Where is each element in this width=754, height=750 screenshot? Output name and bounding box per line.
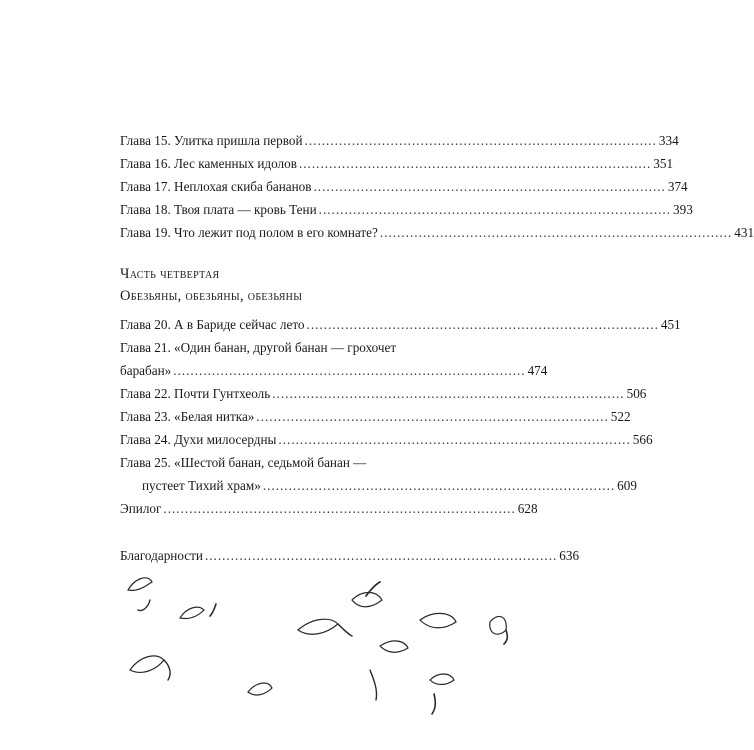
leaf-icon bbox=[180, 607, 204, 618]
toc-page: 431 bbox=[734, 225, 754, 240]
leader-dots: .................................................................................. bbox=[379, 225, 733, 240]
toc-page: 451 bbox=[660, 317, 681, 332]
falling-leaves-illustration bbox=[0, 560, 600, 750]
toc-entry-ch23 bbox=[120, 405, 631, 428]
toc-entry-ch21 bbox=[120, 336, 548, 382]
leader-dots: .................................................................................. bbox=[163, 501, 516, 516]
toc-title-line2: пустеет Тихий храм» bbox=[142, 478, 261, 493]
toc-entry-ch24 bbox=[120, 428, 653, 451]
leaf-icon bbox=[370, 670, 377, 700]
toc-entry-ch19 bbox=[120, 221, 754, 244]
toc-entry-ch17 bbox=[120, 175, 688, 198]
toc-title: Глава 17. Неплохая скиба бананов bbox=[120, 179, 312, 194]
part-label: Часть четвертая bbox=[120, 266, 220, 282]
toc-title: Глава 19. Что лежит под полом в его комнате? bbox=[120, 225, 378, 240]
leaf-icon bbox=[430, 674, 454, 685]
leaf-icon bbox=[380, 641, 408, 652]
leader-dots: .................................................................................. bbox=[313, 179, 666, 194]
toc-title: Глава 24. Духи милосердны bbox=[120, 432, 277, 447]
leader-dots: .................................................................................. bbox=[306, 317, 659, 332]
toc-title: Глава 20. А в Бариде сейчас лето bbox=[120, 317, 305, 332]
leaf-icon bbox=[210, 604, 216, 616]
toc-page: 609 bbox=[617, 478, 637, 493]
toc-title: Глава 18. Твоя плата — кровь Тени bbox=[120, 202, 317, 217]
leader-dots: .................................................................................. bbox=[318, 202, 671, 217]
leader-dots: .................................................................................. bbox=[173, 363, 526, 378]
toc-entry-ch22 bbox=[120, 382, 647, 405]
toc-page: 522 bbox=[610, 409, 631, 424]
part-title: Обезьяны, обезьяны, обезьяны bbox=[120, 288, 303, 304]
leaf-icon bbox=[164, 660, 170, 680]
leader-dots: .................................................................................. bbox=[204, 548, 558, 563]
leaf-icon bbox=[248, 683, 272, 695]
toc-page: 506 bbox=[626, 386, 647, 401]
leader-dots: .................................................................................. bbox=[304, 133, 657, 148]
leader-dots: .................................................................................. bbox=[272, 386, 625, 401]
toc-entry-ch15 bbox=[120, 129, 679, 152]
leaf-icon bbox=[490, 616, 507, 634]
leaf-icon bbox=[420, 613, 456, 627]
leader-dots: .................................................................................. bbox=[298, 156, 652, 171]
toc-page: 636 bbox=[559, 548, 580, 563]
toc-entry-epilogue bbox=[120, 497, 538, 520]
toc-title: Эпилог bbox=[120, 501, 162, 516]
toc-page: 374 bbox=[667, 179, 688, 194]
leaf-icon bbox=[338, 624, 352, 636]
toc-title: Глава 15. Улитка пришла первой bbox=[120, 133, 303, 148]
table-of-contents bbox=[120, 129, 754, 567]
part-heading bbox=[120, 263, 485, 307]
toc-page: 334 bbox=[658, 133, 679, 148]
toc-page: 474 bbox=[527, 363, 548, 378]
leaf-icon bbox=[298, 619, 338, 634]
toc-title: Глава 23. «Белая нитка» bbox=[120, 409, 255, 424]
toc-page: 628 bbox=[517, 501, 538, 516]
leaf-icon bbox=[138, 600, 150, 611]
toc-title-line1: Глава 21. «Один банан, другой банан — грохочет bbox=[120, 340, 397, 355]
toc-page: 351 bbox=[653, 156, 674, 171]
leaf-icon bbox=[130, 656, 164, 672]
toc-title: Глава 16. Лес каменных идолов bbox=[120, 156, 297, 171]
toc-entry-ch25 bbox=[120, 451, 637, 497]
leader-dots: .................................................................................. bbox=[262, 478, 616, 493]
toc-page: 393 bbox=[673, 202, 693, 217]
leader-dots: .................................................................................. bbox=[256, 409, 609, 424]
toc-title-line1: Глава 25. «Шестой банан, седьмой банан — bbox=[120, 455, 367, 470]
toc-title: Благодарности bbox=[120, 548, 203, 563]
toc-entry-ch20 bbox=[120, 313, 681, 336]
leaf-icon bbox=[432, 694, 435, 714]
toc-title: Глава 22. Почти Гунтхеоль bbox=[120, 386, 271, 401]
toc-page: 566 bbox=[632, 432, 653, 447]
part-four-entries bbox=[120, 313, 681, 520]
toc-title-line2: барабан» bbox=[120, 363, 172, 378]
toc-entry-ch18 bbox=[120, 198, 693, 221]
leader-dots: .................................................................................. bbox=[278, 432, 631, 447]
leaf-icon bbox=[366, 582, 380, 596]
leaf-icon bbox=[128, 578, 152, 591]
toc-entry-ch16 bbox=[120, 152, 674, 175]
